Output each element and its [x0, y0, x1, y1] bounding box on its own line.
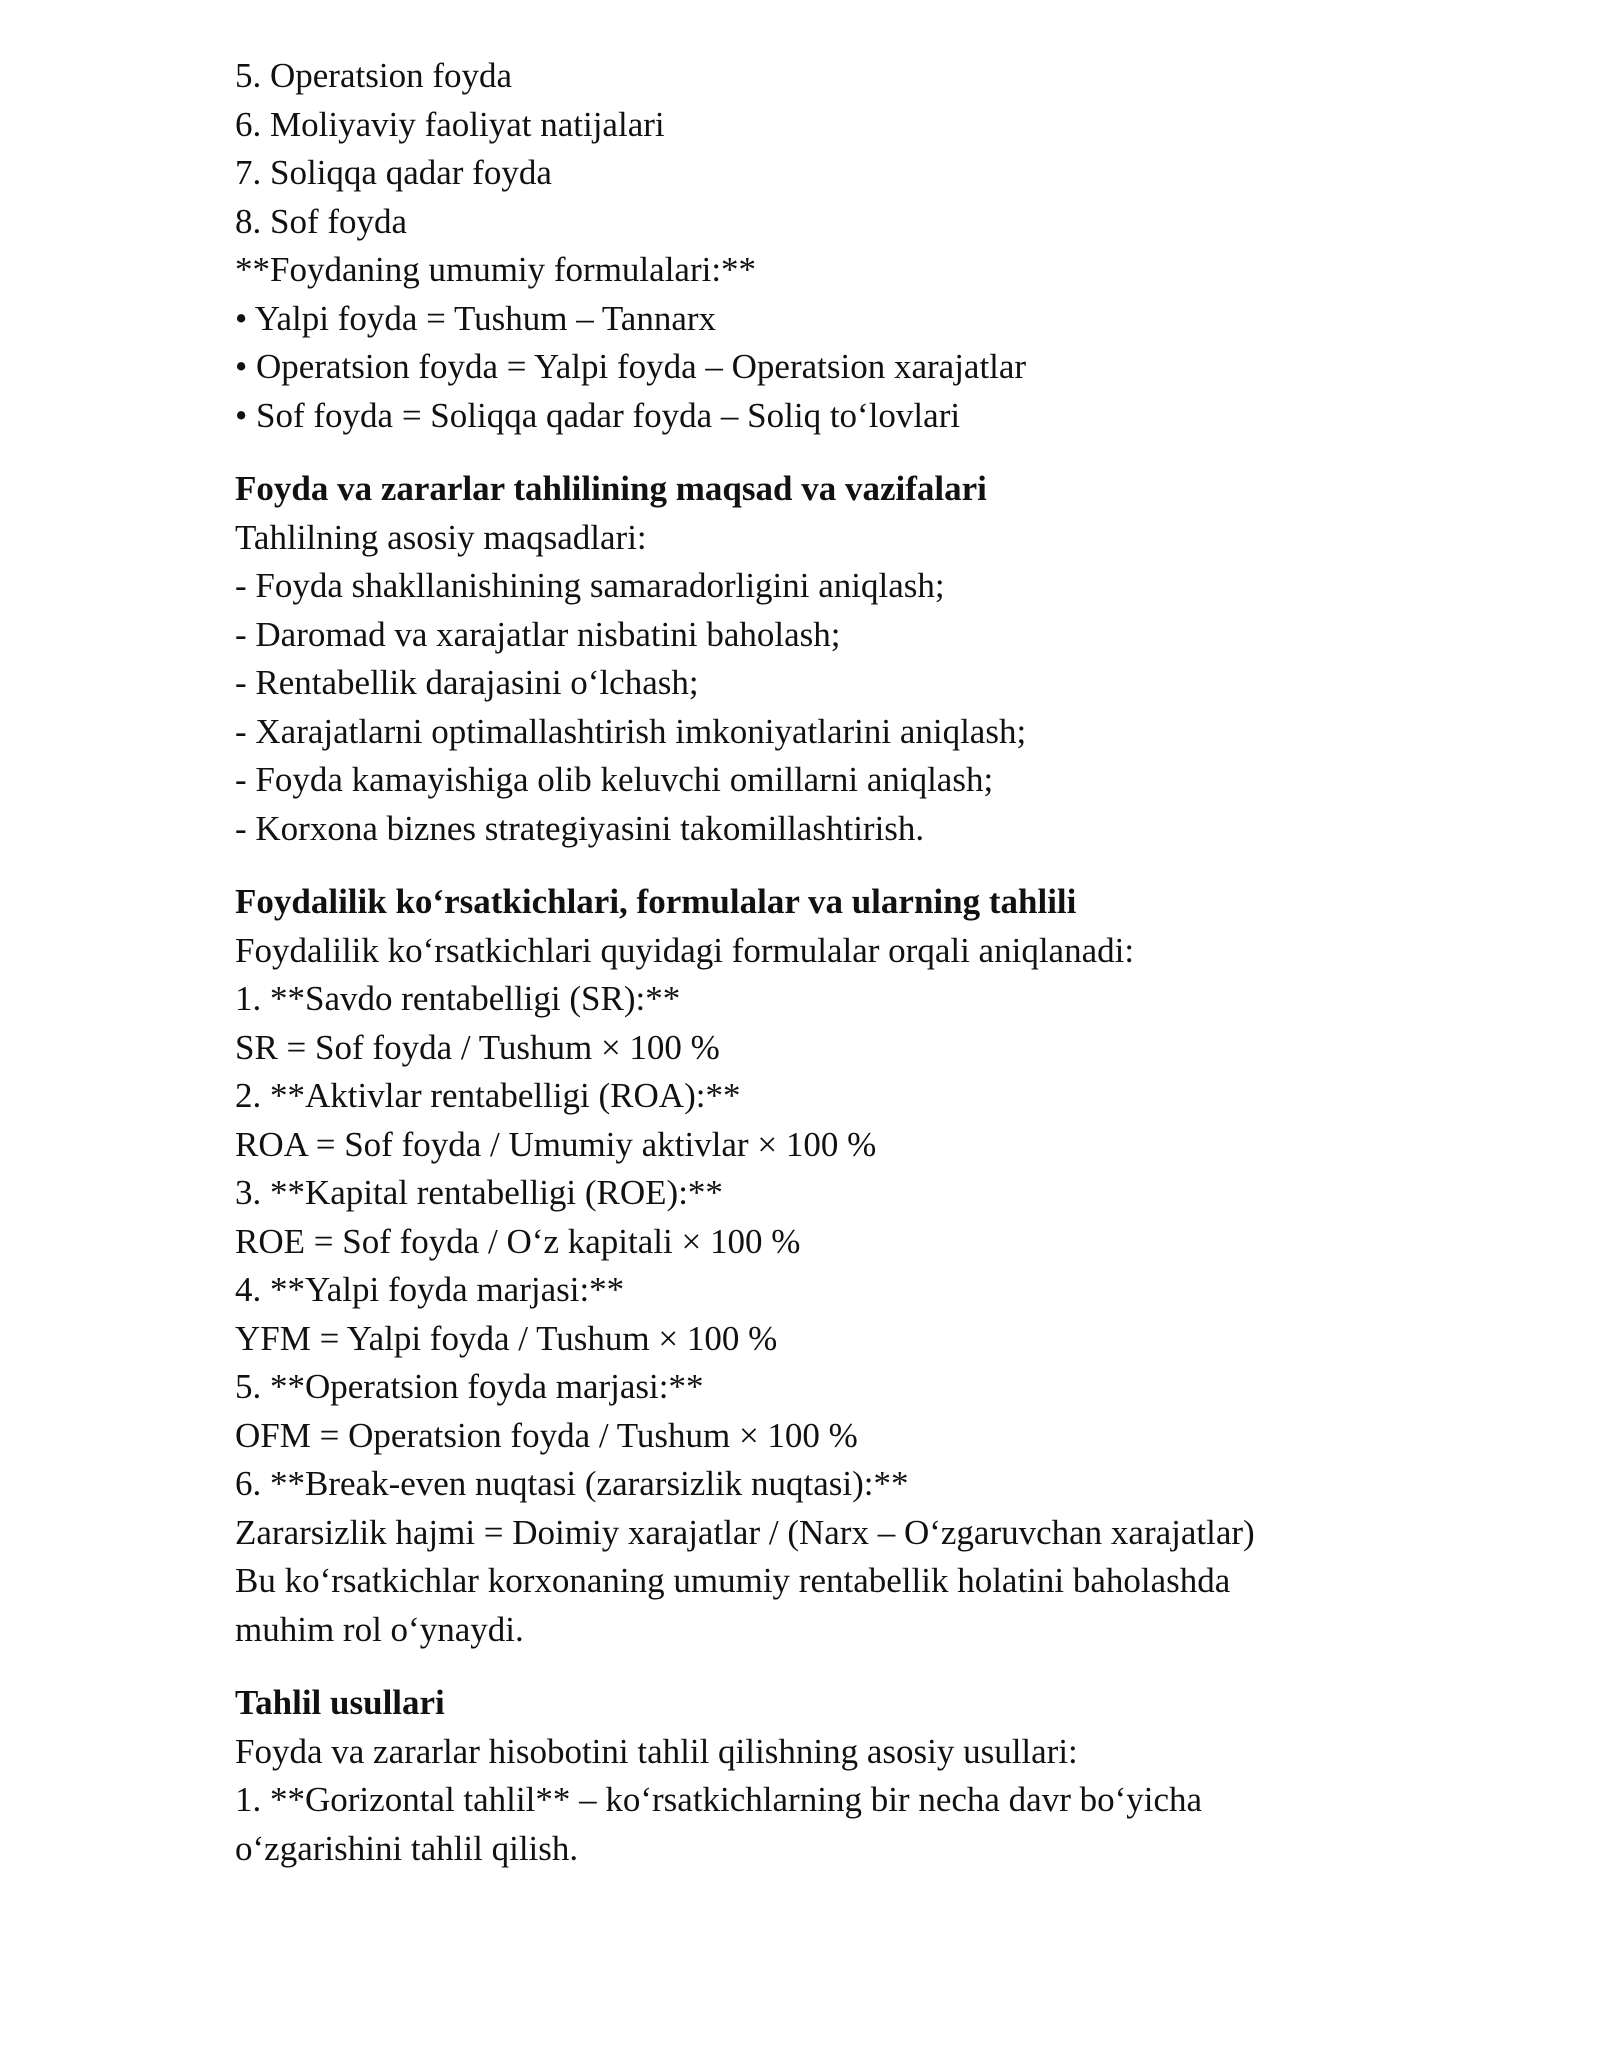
list-item: 6. Moliyaviy faoliyat natijalari: [235, 104, 665, 144]
list-item: 5. Operatsion foyda: [235, 56, 513, 95]
section-methods: [235, 1679, 1385, 1873]
indicator-formula: YFM = Yalpi foyda / Tushum × 100 %: [235, 1318, 778, 1358]
paragraph-line: Tahlilning asosiy maqsadlari:: [235, 517, 647, 557]
list-item: 7. Soliqqa qadar foyda: [235, 153, 552, 192]
formulas-label: **Foydaning umumiy formulalari:**: [235, 250, 757, 289]
list-item: 1. **Gorizontal tahlil** – ko‘rsatkichlarning bir necha davr bo‘yicha: [235, 1780, 1203, 1819]
indicator-formula: ROE = Sof foyda / O‘z kapitali × 100 %: [235, 1221, 801, 1261]
indicator-formula: SR = Sof foyda / Tushum × 100 %: [235, 1027, 720, 1067]
formula-bullet: • Operatsion foyda = Yalpi foyda – Operatsion xarajatlar: [235, 347, 1027, 386]
paragraph-line: o‘zgarishini tahlil qilish.: [235, 1828, 579, 1868]
list-item: - Rentabellik darajasini o‘lchash;: [235, 663, 699, 702]
intro-list: [235, 52, 1385, 440]
list-item: - Daromad va xarajatlar nisbatini baholash;: [235, 614, 841, 654]
indicator-formula: OFM = Operatsion foyda / Tushum × 100 %: [235, 1415, 858, 1455]
section-heading: Tahlil usullari: [235, 1683, 445, 1722]
indicator-title: 3. **Kapital rentabelligi (ROE):**: [235, 1173, 723, 1212]
list-item: - Foyda kamayishiga olib keluvchi omillarni aniqlash;: [235, 760, 994, 799]
paragraph-line: Foydalilik ko‘rsatkichlari quyidagi formulalar orqali aniqlanadi:: [235, 930, 1135, 970]
indicator-formula: Zararsizlik hajmi = Doimiy xarajatlar / (Narx – O‘zgaruvchan xarajatlar): [235, 1512, 1255, 1552]
indicator-title: 6. **Break-even nuqtasi (zararsizlik nuqtasi):**: [235, 1464, 909, 1503]
document-body: [235, 52, 1385, 1873]
indicator-title: 4. **Yalpi foyda marjasi:**: [235, 1270, 625, 1309]
paragraph-line: Foyda va zararlar hisobotini tahlil qilishning asosiy usullari:: [235, 1731, 1078, 1771]
formula-bullet: • Yalpi foyda = Tushum – Tannarx: [235, 298, 717, 338]
indicator-formula: ROA = Sof foyda / Umumiy aktivlar × 100 %: [235, 1124, 877, 1164]
indicator-title: 1. **Savdo rentabelligi (SR):**: [235, 979, 681, 1018]
section-goals: [235, 465, 1385, 853]
list-item: - Korxona biznes strategiyasini takomillashtirish.: [235, 808, 925, 848]
indicator-title: 2. **Aktivlar rentabelligi (ROA):**: [235, 1076, 741, 1115]
section-indicators: [235, 878, 1385, 1654]
paragraph-line: muhim rol o‘ynaydi.: [235, 1609, 524, 1649]
list-item: 8. Sof foyda: [235, 201, 408, 241]
list-item: - Foyda shakllanishining samaradorligini aniqlash;: [235, 566, 945, 605]
indicator-title: 5. **Operatsion foyda marjasi:**: [235, 1367, 704, 1406]
formula-bullet: • Sof foyda = Soliqqa qadar foyda – Soliq to‘lovlari: [235, 395, 961, 435]
section-heading: Foydalilik ko‘rsatkichlari, formulalar va ularning tahlili: [235, 882, 1077, 921]
paragraph-line: Bu ko‘rsatkichlar korxonaning umumiy rentabellik holatini baholashda: [235, 1561, 1231, 1600]
section-heading: Foyda va zararlar tahlilining maqsad va vazifalari: [235, 469, 987, 508]
list-item: - Xarajatlarni optimallashtirish imkoniyatlarini aniqlash;: [235, 711, 1027, 751]
